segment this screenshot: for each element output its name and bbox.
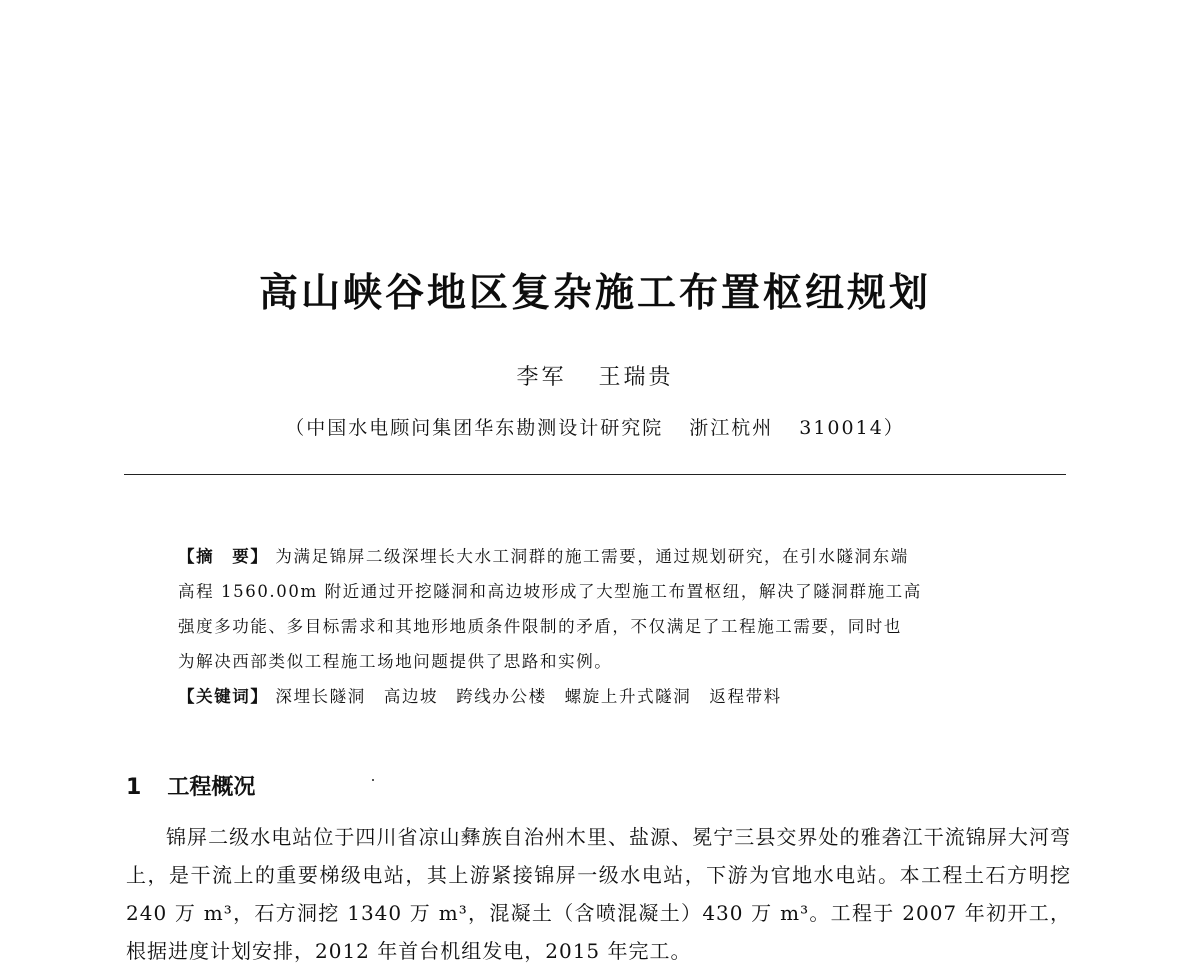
section-body [126,818,1071,970]
abstract-line: 高程 1560.00m 附近通过开挖隧洞和高边坡形成了大型施工布置枢纽，解决了隧洞群施工高 [178,582,922,601]
keyword: 返程带料 [709,687,782,706]
paper-title: 高山峡谷地区复杂施工布置枢纽规划 [258,271,931,316]
abstract-line: 为解决西部类似工程施工场地问题提供了思路和实例。 [178,652,613,671]
header-divider [124,474,1066,475]
body-paragraph: 锦屏二级水电站位于四川省凉山彝族自治州木里、盐源、冕宁三县交界处的雅砻江干流锦屏大河弯上，是干流上的重要梯级电站，其上游紧接锦屏一级水电站，下游为官地水电站。本工程土石方明挖 240 万 m³，石方洞挖 1340 万 m³，混凝土（含喷混凝土）430 万 m³。工程于 2007 年初开工，根据进度计划安排，2012 年首台机组发电，2015 年完工。 [126,825,1071,963]
affiliation-city: 浙江杭州 [689,417,774,439]
author-name: 李军 [516,365,567,390]
keyword: 跨线办公楼 [456,687,547,706]
affiliation [0,413,1190,440]
keyword: 深埋长隧洞 [275,687,366,706]
affiliation-org: （中国水电顾问集团华东勘测设计研究院 [285,417,664,439]
keyword: 螺旋上升式隧洞 [564,687,692,706]
author-name: 王瑞贵 [598,365,674,390]
abstract-line: 【摘 要】 为满足锦屏二级深埋长大水工洞群的施工需要，通过规划研究，在引水隧洞东端 [178,547,909,566]
section-number: 1 [126,775,142,800]
abstract-label: 【摘 要】 [178,547,269,566]
abstract-block [178,539,1028,714]
scan-speck [372,779,374,781]
author-list [0,360,1190,391]
keywords-line [178,679,1028,714]
affiliation-postcode: 310014） [799,417,905,439]
section-title: 工程概况 [167,775,256,800]
abstract-line: 强度多功能、多目标需求和其地形地质条件限制的矛盾，不仅满足了工程施工需要，同时也 [178,617,902,636]
keyword: 高边坡 [383,687,439,706]
keywords-label: 【关键词】 [178,687,269,706]
section-heading [126,770,255,801]
